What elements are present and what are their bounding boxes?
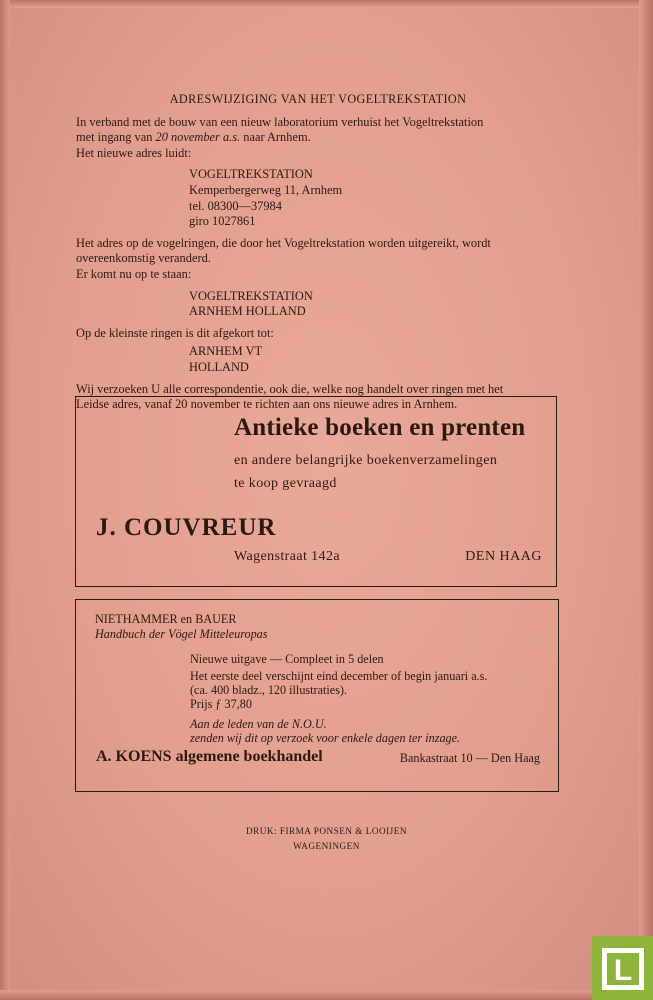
ring-text-line: VOGELTREKSTATION [189, 288, 313, 303]
logo-letter: L [613, 954, 633, 987]
bookshop-address: Bankastraat 10 — Den Haag [399, 751, 540, 765]
address-line: giro 1027861 [189, 214, 256, 229]
notice-text-line: Het adres op de vogelringen, die door het Vogeltrekstation worden uitgereikt, wordt [76, 235, 491, 250]
couvreur-advertisement [75, 396, 557, 587]
notice-text-line: Op de kleinste ringen is dit afgekort tot: [76, 325, 274, 340]
notice-date: 20 november a.s. [155, 130, 241, 145]
corner-logo-l-icon [592, 936, 653, 1000]
members-note: zenden wij dit op verzoek voor enkele dagen ter inzage. [190, 731, 461, 745]
book-authors: NIETHAMMER en BAUER [95, 612, 237, 626]
address-line: tel. 08300—37984 [189, 198, 282, 213]
koens-advertisement [75, 599, 559, 792]
page-edge-top [0, 0, 653, 8]
notice-text-fragment: met ingang van [76, 130, 156, 145]
ad-company-name: J. COUVREUR [96, 514, 277, 541]
notice-text-line: Er komt nu op te staan: [76, 266, 192, 281]
ad-street: Wagenstraat 142a [234, 549, 340, 564]
bookshop-name: A. KOENS algemene boekhandel [96, 748, 323, 765]
notice-text-line: Wij verzoeken U alle correspondentie, ook die, welke nog handelt over ringen met het [76, 381, 504, 396]
ring-text-line: ARNHEM HOLLAND [189, 304, 306, 319]
ad-subtitle: te koop gevraagd [234, 476, 337, 491]
ad-title: Antieke boeken en prenten [234, 414, 526, 441]
logo-l-icon [592, 936, 653, 1000]
notice-text-line: In verband met de bouw van een nieuw laboratorium verhuist het Vogeltrekstation [76, 114, 484, 129]
notice-text-line: Het nieuwe adres luidt: [76, 145, 192, 160]
book-info-line: (ca. 400 bladz., 120 illustraties). [190, 683, 348, 697]
printer-imprint: DRUK: FIRMA PONSEN & LOOIJEN [245, 826, 407, 836]
notice-text-line [76, 130, 560, 146]
address-change-notice [76, 92, 560, 413]
page-edge-bottom [0, 990, 653, 1000]
notice-heading: ADRESWIJZIGING VAN HET VOGELTREKSTATION [169, 92, 467, 106]
ad-subtitle: en andere belangrijke boekenverzamelingen [234, 453, 498, 468]
printer-city: WAGENINGEN [293, 841, 360, 851]
book-info-line: Het eerste deel verschijnt eind december of begin januari a.s. [190, 669, 488, 683]
ad-city: DEN HAAG [465, 549, 542, 564]
book-info-line: Nieuwe uitgave — Compleet in 5 delen [190, 652, 384, 666]
address-line: Kemperbergerweg 11, Arnhem [189, 182, 343, 197]
ring-short-line: HOLLAND [189, 359, 249, 374]
ring-short-line: ARNHEM VT [189, 344, 263, 359]
book-title: Handbuch der Vögel Mitteleuropas [95, 627, 268, 641]
members-note: Aan de leden van de N.O.U. [190, 717, 327, 731]
notice-text-line: overeenkomstig veranderd. [76, 251, 211, 266]
notice-text-fragment: naar Arnhem. [240, 130, 311, 145]
notice-text-line: Leidse adres, vanaf 20 november te richten aan ons nieuwe adres in Arnhem. [76, 397, 458, 412]
address-line: VOGELTREKSTATION [189, 167, 313, 182]
book-price: Prijs ƒ 37,80 [190, 697, 252, 711]
